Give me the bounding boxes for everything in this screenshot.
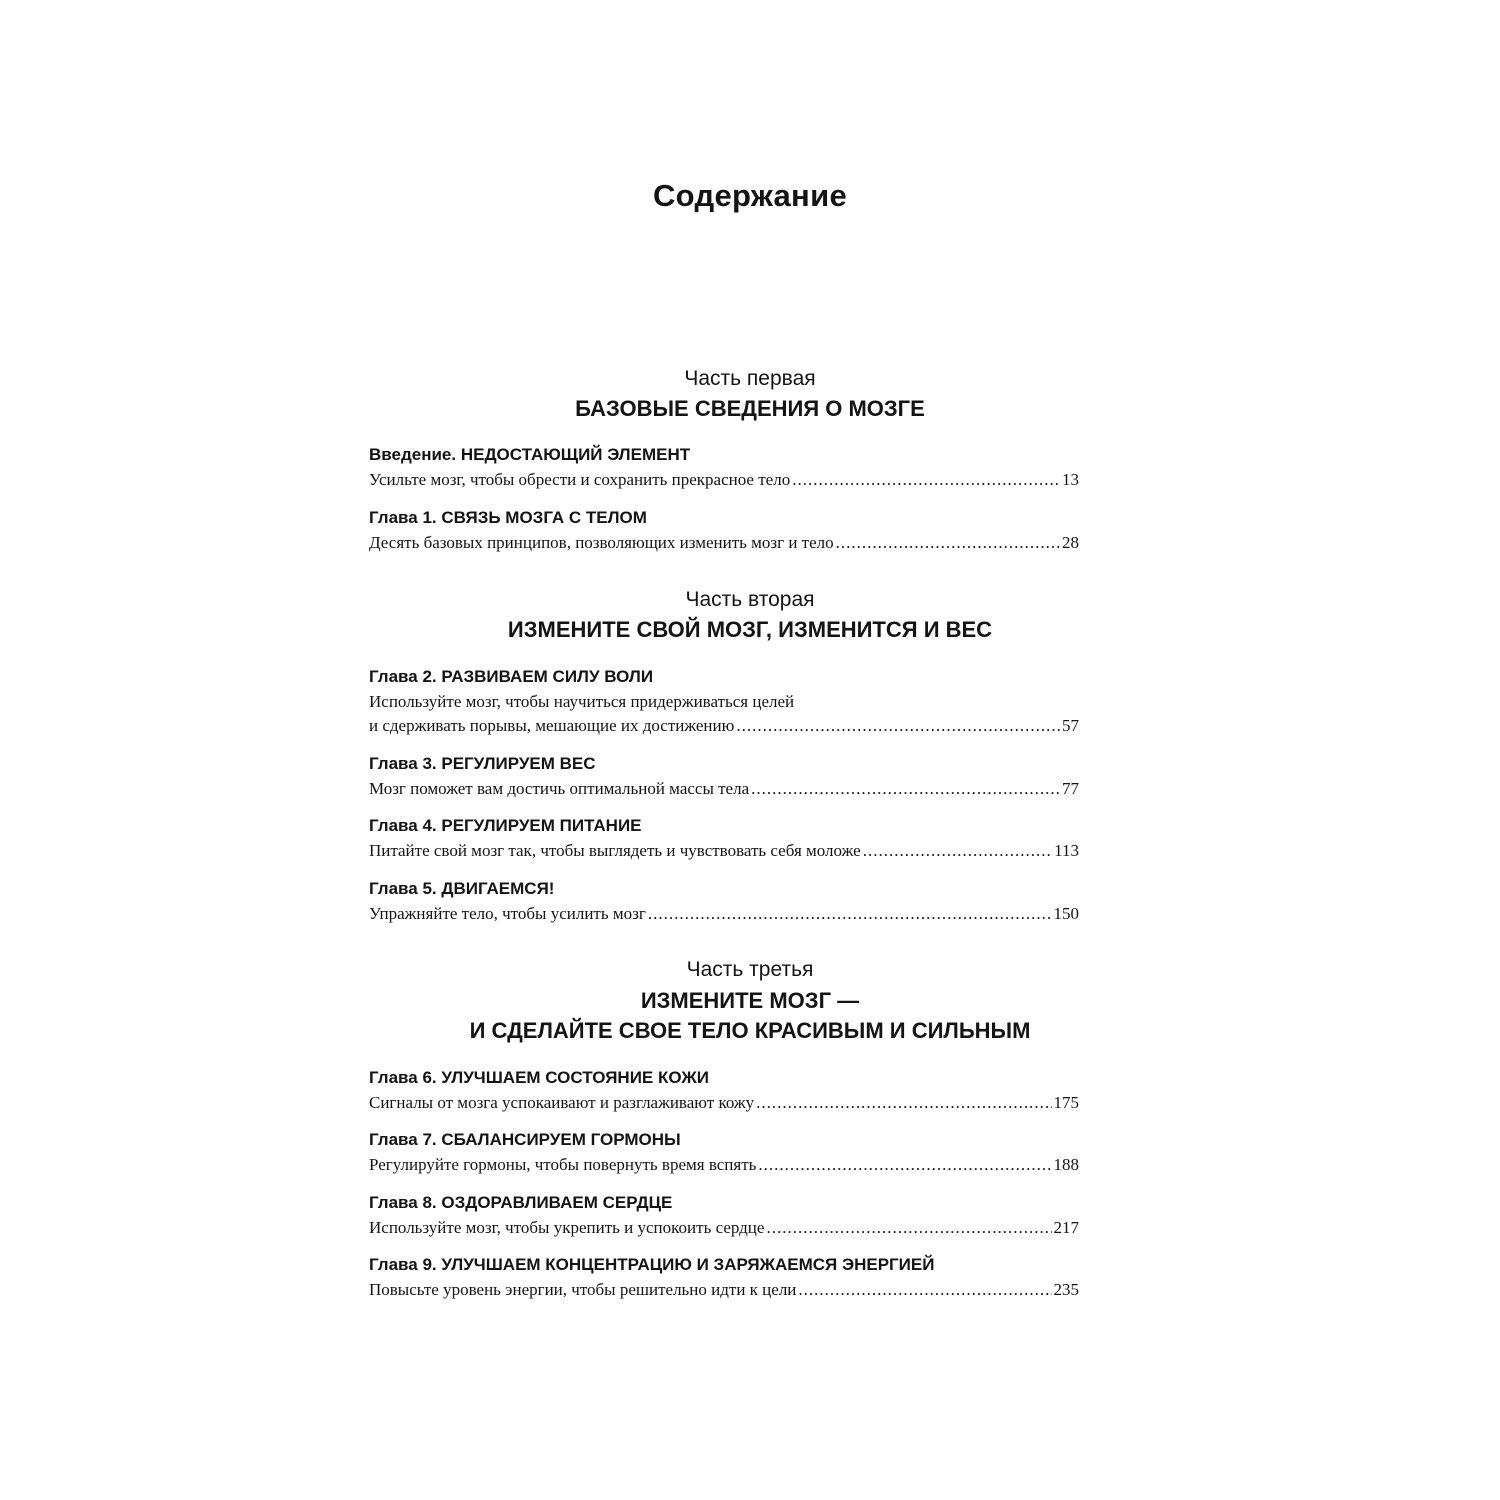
chapter-heading: Глава 2. РАЗВИВАЕМ СИЛУ ВОЛИ bbox=[369, 667, 654, 686]
chapter-heading: Глава 8. ОЗДОРАВЛИВАЕМ СЕРДЦЕ bbox=[369, 1193, 673, 1212]
part-label: Часть первая bbox=[684, 367, 816, 390]
part-title: ИЗМЕНИТЕ МОЗГ — bbox=[640, 988, 860, 1013]
entry-text: Повысьте уровень энергии, чтобы решительно идти к цели bbox=[369, 1280, 797, 1299]
toc-entry[interactable] bbox=[369, 1153, 1079, 1177]
entry-text: Используйте мозг, чтобы укрепить и успокоить сердце bbox=[369, 1218, 765, 1237]
toc-entry[interactable] bbox=[369, 777, 1079, 801]
toc-entry[interactable] bbox=[369, 531, 1079, 555]
toc-entry[interactable] bbox=[369, 902, 1079, 926]
chapter-heading: Глава 6. УЛУЧШАЕМ СОСТОЯНИЕ КОЖИ bbox=[369, 1068, 709, 1087]
dot-leader bbox=[648, 902, 1052, 926]
chapter-heading: Глава 3. РЕГУЛИРУЕМ ВЕС bbox=[369, 754, 596, 773]
entry-text: Усильте мозг, чтобы обрести и сохранить прекрасное тело bbox=[369, 470, 791, 489]
part-title: ИЗМЕНИТЕ СВОЙ МОЗГ, ИЗМЕНИТСЯ И ВЕС bbox=[507, 617, 993, 642]
chapter-heading: Введение. НЕДОСТАЮЩИЙ ЭЛЕМЕНТ bbox=[369, 445, 691, 464]
chapter-heading: Глава 9. УЛУЧШАЕМ КОНЦЕНТРАЦИЮ И ЗАРЯЖАЕМСЯ ЭНЕРГИЕЙ bbox=[369, 1255, 935, 1274]
dot-leader bbox=[756, 1091, 1051, 1115]
dot-leader bbox=[751, 777, 1060, 801]
part-label: Часть третья bbox=[686, 958, 814, 981]
page-number: 188 bbox=[1053, 1155, 1079, 1174]
page-number: 113 bbox=[1054, 841, 1079, 860]
part-label: Часть вторая bbox=[685, 588, 815, 611]
page-number: 217 bbox=[1053, 1218, 1079, 1237]
chapter-heading: Глава 5. ДВИГАЕМСЯ! bbox=[369, 879, 555, 898]
page-number: 150 bbox=[1053, 904, 1079, 923]
page-number: 175 bbox=[1053, 1093, 1079, 1112]
toc-entry[interactable] bbox=[369, 1216, 1079, 1240]
page-number: 13 bbox=[1062, 470, 1079, 489]
entry-text: и сдерживать порывы, мешающие их достижению bbox=[369, 716, 735, 735]
entry-text: Регулируйте гормоны, чтобы повернуть время вспять bbox=[369, 1155, 757, 1174]
toc-entry[interactable] bbox=[369, 690, 1079, 738]
entry-text: Питайте свой мозг так, чтобы выглядеть и чувствовать себя моложе bbox=[369, 841, 861, 860]
page-number: 235 bbox=[1053, 1280, 1079, 1299]
chapter-heading: Глава 4. РЕГУЛИРУЕМ ПИТАНИЕ bbox=[369, 816, 642, 835]
dot-leader bbox=[792, 468, 1060, 492]
dot-leader bbox=[836, 531, 1060, 555]
entry-text: Упражняйте тело, чтобы усилить мозг bbox=[369, 904, 646, 923]
dot-leader bbox=[736, 714, 1060, 738]
page-number: 28 bbox=[1062, 533, 1079, 552]
entry-text: Десять базовых принципов, позволяющих изменить мозг и тело bbox=[369, 533, 834, 552]
chapter-heading: Глава 1. СВЯЗЬ МОЗГА С ТЕЛОМ bbox=[369, 508, 647, 527]
toc-entry[interactable] bbox=[369, 1091, 1079, 1115]
dot-leader bbox=[758, 1153, 1051, 1177]
entry-text: Используйте мозг, чтобы научиться придерживаться целей bbox=[369, 692, 795, 711]
chapter-heading: Глава 7. СБАЛАНСИРУЕМ ГОРМОНЫ bbox=[369, 1130, 681, 1149]
page-number: 77 bbox=[1062, 779, 1079, 798]
page-number: 57 bbox=[1062, 716, 1079, 735]
part-title: БАЗОВЫЕ СВЕДЕНИЯ О МОЗГЕ bbox=[575, 396, 925, 421]
page-title: Содержание bbox=[653, 178, 847, 213]
dot-leader bbox=[798, 1278, 1051, 1302]
entry-text: Сигналы от мозга успокаивают и разглаживают кожу bbox=[369, 1093, 755, 1112]
dot-leader bbox=[766, 1216, 1051, 1240]
toc-entry[interactable] bbox=[369, 468, 1079, 492]
entry-text: Мозг поможет вам достичь оптимальной массы тела bbox=[369, 779, 750, 798]
dot-leader bbox=[863, 839, 1052, 863]
toc-entry[interactable] bbox=[369, 839, 1079, 863]
part-title: И СДЕЛАЙТЕ СВОЕ ТЕЛО КРАСИВЫМ И СИЛЬНЫМ bbox=[469, 1018, 1031, 1043]
toc-entry[interactable] bbox=[369, 1278, 1079, 1302]
